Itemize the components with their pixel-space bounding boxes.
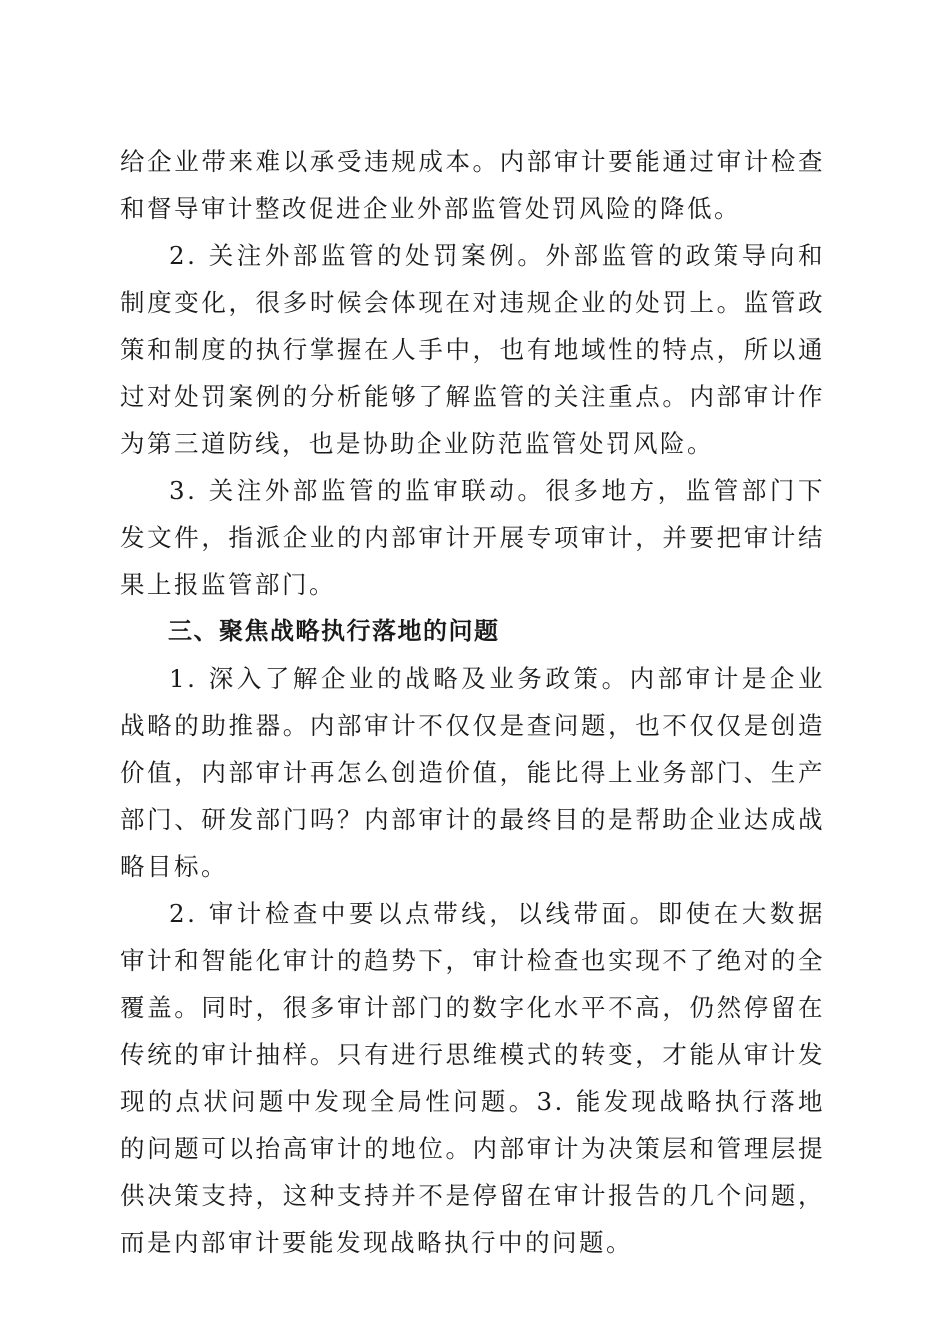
document-body (120, 138, 825, 1266)
paragraph-item-1-strategy: 1. 深入了解企业的战略及业务政策。内部审计是企业战略的助推器。内部审计不仅仅是查问题，也不仅仅是创造价值，内部审计再怎么创造价值，能比得上业务部门、生产部门、研发部门吗？内部审计的最终目的是帮助企业达成战略目标。 (120, 664, 825, 881)
paragraph-item-3-joint-supervision: 3. 关注外部监管的监审联动。很多地方，监管部门下发文件，指派企业的内部审计开展专项审计，并要把审计结果上报监管部门。 (120, 476, 825, 599)
paragraph-continuation: 给企业带来难以承受违规成本。内部审计要能通过审计检查和督导审计整改促进企业外部监管处罚风险的降低。 (120, 147, 825, 223)
paragraph-item-2-penalty-cases: 2. 关注外部监管的处罚案例。外部监管的政策导向和制度变化，很多时候会体现在对违规企业的处罚上。监管政策和制度的执行掌握在人手中，也有地域性的特点，所以通过对处罚案例的分析能够了解监管的关注重点。内部审计作为第三道防线，也是协助企业防范监管处罚风险。 (120, 241, 825, 458)
section-heading: 三、聚焦战略执行落地的问题 (168, 617, 500, 645)
paragraph-item-2-point-line-surface: 2. 审计检查中要以点带线，以线带面。即使在大数据审计和智能化审计的趋势下，审计检查也实现不了绝对的全覆盖。同时，很多审计部门的数字化水平不高，仍然停留在传统的审计抽样。只有进行思维模式的转变，才能从审计发现的点状问题中发现全局性问题。3. 能发现战略执行落地的问题可以抬高审计的地位。内部审计为决策层和管理层提供决策支持，这种支持并不是停留在审计报告的几个问题，而是内部审计要能发现战略执行中的问题。 (120, 899, 825, 1257)
